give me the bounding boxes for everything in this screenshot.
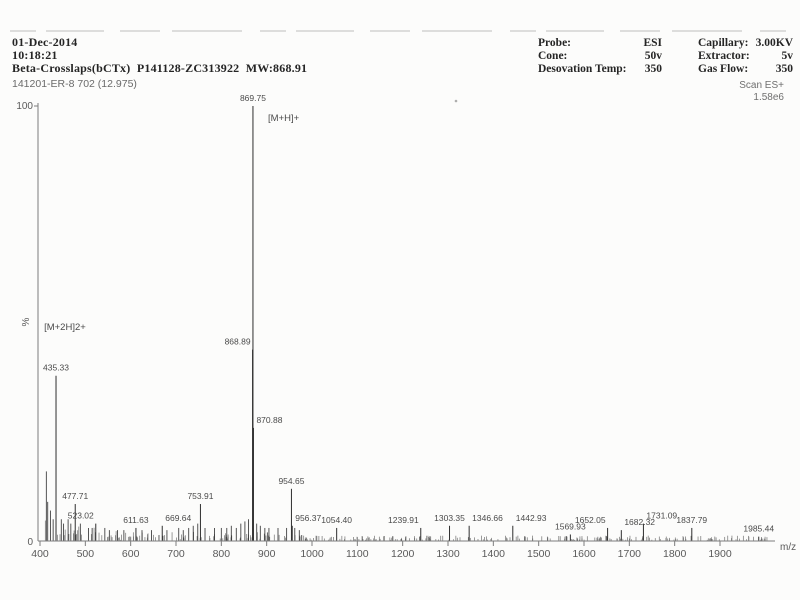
- param-label: Gas Flow:: [698, 63, 749, 75]
- peak-label: 1054.40: [321, 514, 353, 525]
- sample-description: Beta-Crosslaps(bCTx) P141128-ZC313922 MW:868.91: [12, 61, 308, 75]
- x-axis-tick-label: 1000: [300, 548, 324, 560]
- param-label: Desovation Temp:: [538, 63, 627, 75]
- x-axis-tick-label: 1800: [662, 548, 687, 560]
- x-axis-tick-label: 800: [212, 548, 231, 560]
- ion-annotation: [M+2H]2+: [44, 322, 86, 334]
- x-axis-title: m/z: [780, 542, 797, 553]
- x-axis-tick-label: 900: [257, 548, 276, 560]
- peak-label: 1837.79: [676, 514, 708, 525]
- peak-label: 1442.93: [515, 512, 547, 523]
- peak-label: 1239.91: [388, 514, 419, 525]
- scan-mode: Scan ES+: [739, 80, 784, 91]
- y-axis-title: %: [21, 317, 32, 327]
- x-axis-tick-label: 700: [167, 548, 185, 560]
- param-value: 350: [775, 63, 793, 75]
- ion-annotation: [M+H]+: [268, 113, 300, 125]
- param-label: Probe:: [538, 37, 572, 49]
- param-label: Extractor:: [698, 50, 750, 62]
- x-axis-tick-label: 1300: [436, 548, 460, 560]
- peak-label: 523.02: [67, 510, 94, 521]
- x-axis-tick-label: 1500: [526, 548, 551, 560]
- param-value: 50v: [644, 50, 662, 62]
- acquisition-file-line: 141201-ER-8 702 (12.975): [12, 78, 137, 90]
- intensity-scale: 1.58e6: [753, 92, 784, 103]
- peak-label: 1303.35: [434, 512, 465, 523]
- x-axis-tick-label: 1700: [617, 548, 642, 560]
- acquisition-time: 10:18:21: [12, 48, 58, 62]
- peak-label: 870.88: [256, 414, 283, 425]
- y-axis-max-label: 100: [16, 101, 33, 112]
- peak-label: 1346.66: [472, 512, 503, 523]
- param-value: 5v: [781, 50, 793, 62]
- peak-label: 1569.93: [555, 521, 586, 532]
- peak-label: 1652.05: [574, 514, 606, 525]
- peak-label: 435.33: [43, 362, 70, 373]
- peak-label: 1985.44: [743, 523, 775, 534]
- param-value: ESI: [643, 37, 662, 49]
- y-axis-min-label: 0: [27, 537, 33, 548]
- x-axis-tick-label: 600: [121, 548, 140, 560]
- param-value: 350: [644, 63, 662, 75]
- x-axis-tick-label: 1900: [708, 548, 732, 560]
- x-axis-tick-label: 1100: [346, 548, 369, 560]
- param-value: 3.00KV: [755, 37, 793, 49]
- param-label: Capillary:: [698, 37, 749, 49]
- peak-label: 753.91: [187, 491, 214, 502]
- x-axis-tick-label: 1200: [390, 548, 415, 560]
- peak-label: 868.89: [224, 336, 251, 347]
- x-axis-tick-label: 1400: [481, 548, 506, 560]
- x-axis-tick-label: 500: [76, 548, 95, 560]
- peak-label: 1682.32: [624, 517, 656, 528]
- param-label: Cone:: [538, 50, 568, 62]
- scan-artifact-speck: [455, 100, 458, 103]
- peak-label: 869.75: [239, 93, 266, 103]
- peak-label: 669.64: [165, 512, 192, 523]
- acquisition-date: 01-Dec-2014: [12, 35, 78, 49]
- peak-label: 477.71: [62, 491, 89, 502]
- peak-label: 611.63: [123, 514, 149, 525]
- x-axis-tick-label: 400: [31, 548, 49, 560]
- peak-label: 954.65: [278, 475, 305, 486]
- peak-label: 1731.09: [646, 510, 678, 521]
- peak-label: 956.37: [295, 512, 322, 523]
- x-axis-tick-label: 1600: [572, 548, 596, 560]
